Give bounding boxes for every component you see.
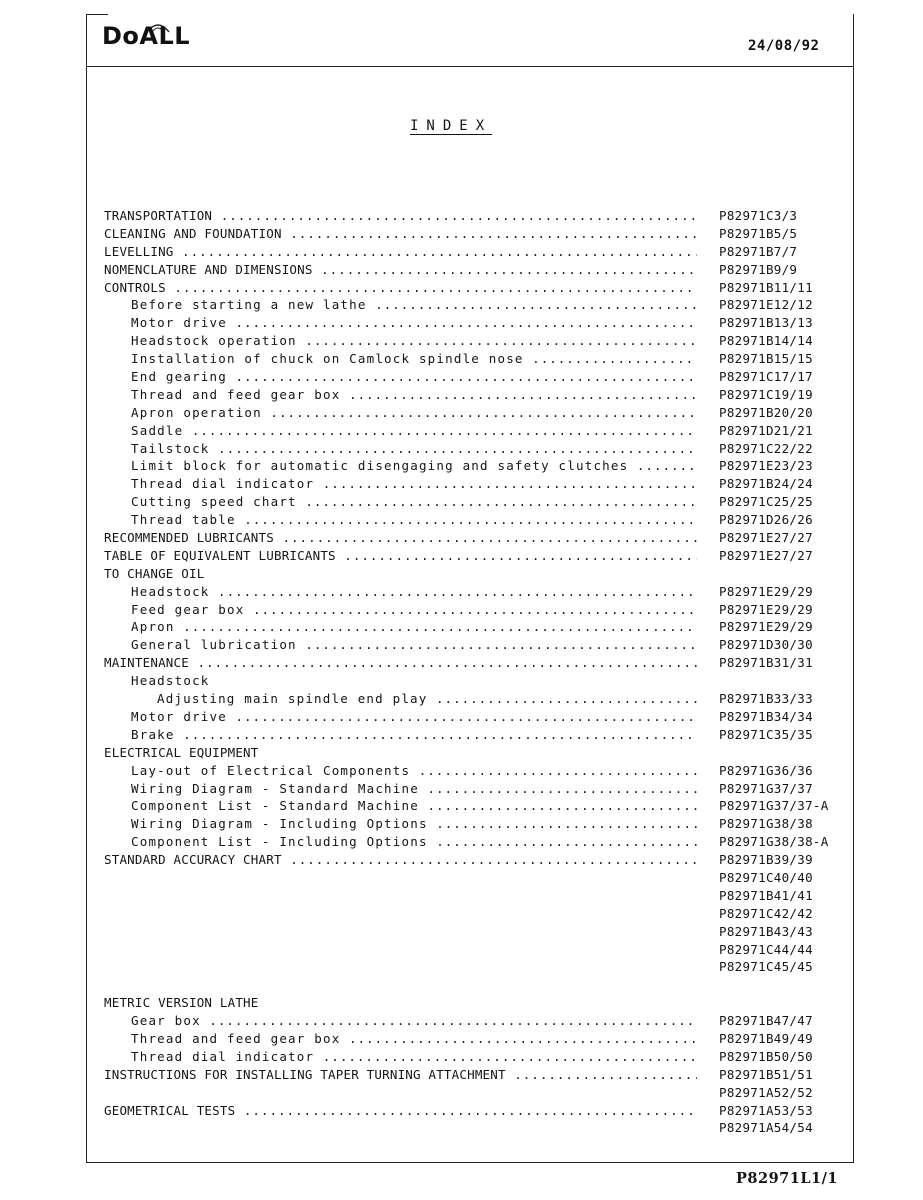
toc-entry-page: P82971G38/38	[719, 816, 813, 832]
toc-entry-page: P82971G37/37	[719, 780, 813, 796]
toc-entry-title: Component List - Standard Machine .....	[131, 797, 697, 815]
toc-row	[0, 1030, 923, 1048]
toc-entry-page: P82971C22/22	[719, 440, 813, 456]
toc-entry-page: P82971B33/33	[719, 691, 813, 707]
index-title: INDEX	[410, 118, 493, 134]
toc-entry-page: P82971E27/27	[719, 547, 813, 563]
toc-entry-title: General lubrication .....	[131, 636, 697, 654]
toc-entry-page: P82971C17/17	[719, 369, 813, 385]
toc-row	[0, 905, 923, 923]
toc-entry-page: P82971C25/25	[719, 494, 813, 510]
toc-entry-page: P82971D21/21	[719, 422, 813, 438]
toc-entry-page: P82971B11/11	[719, 279, 813, 295]
toc-entry-title: Thread and feed gear box .....	[131, 386, 697, 404]
toc-entry-title: MAINTENANCE .....	[104, 654, 697, 672]
toc-entry-title: Thread table .....	[131, 511, 697, 529]
toc-entry-page: P82971B14/14	[719, 333, 813, 349]
toc-entry-title: ELECTRICAL EQUIPMENT	[104, 744, 259, 760]
toc-row	[0, 690, 923, 708]
toc-row	[0, 583, 923, 601]
toc-row	[0, 672, 923, 690]
toc-entry-title: Brake .....	[131, 726, 697, 744]
toc-entry-title: Thread dial indicator .....	[131, 475, 697, 493]
toc-entry-title: Headstock .....	[131, 583, 697, 601]
toc-entry-page: P82971C3/3	[719, 208, 798, 223]
toc-entry-page: P82971A52/52	[719, 1084, 813, 1100]
toc-entry-title: Headstock	[131, 673, 210, 689]
doall-logo: DoALL	[102, 22, 191, 50]
toc-entry-page: P82971B5/5	[719, 225, 798, 241]
toc-entry-page: P82971G37/37-A	[719, 798, 829, 814]
toc-row	[0, 386, 923, 404]
toc-entry-title: Gear box .....	[131, 1012, 697, 1030]
toc-row	[0, 207, 923, 225]
toc-row	[0, 762, 923, 780]
toc-row	[0, 279, 923, 297]
toc-row	[0, 780, 923, 798]
toc-entry-page: P82971B7/7	[719, 243, 798, 259]
toc-row	[0, 851, 923, 869]
toc-entry-page: P82971E29/29	[719, 601, 813, 617]
toc-row	[0, 958, 923, 976]
toc-entry-page: P82971G36/36	[719, 762, 813, 778]
toc-entry-title: RECOMMENDED LUBRICANTS .....	[104, 529, 697, 547]
header-rule	[86, 66, 854, 67]
toc-row	[0, 225, 923, 243]
toc-row	[0, 511, 923, 529]
toc-row	[0, 601, 923, 619]
toc-entry-title: Adjusting main spindle end play .....	[157, 690, 697, 708]
toc-entry-title: Motor drive .....	[131, 708, 697, 726]
toc-entry-title: Lay-out of Electrical Components .....	[131, 762, 697, 780]
toc-entry-page: P82971C40/40	[719, 869, 813, 885]
toc-entry-page: P82971E27/27	[719, 530, 813, 546]
toc-entry-page: P82971B20/20	[719, 404, 813, 420]
toc-entry-title: Component List - Including Options .....	[131, 833, 697, 851]
toc-entry-page: P82971B15/15	[719, 351, 813, 367]
toc-entry-title: TABLE OF EQUIVALENT LUBRICANTS .....	[104, 547, 697, 565]
toc-entry-page: P82971E12/12	[719, 297, 813, 313]
toc-entry-page: P82971B49/49	[719, 1030, 813, 1046]
toc-entry-page: P82971C45/45	[719, 959, 813, 975]
toc-entry-title: CONTROLS .....	[104, 279, 697, 297]
toc-entry-title: STANDARD ACCURACY CHART .....	[104, 851, 697, 869]
toc-row	[0, 457, 923, 475]
toc-row	[0, 744, 923, 762]
toc-entry-page: P82971E29/29	[719, 619, 813, 635]
toc-row	[0, 708, 923, 726]
toc-entry-page: P82971C42/42	[719, 905, 813, 921]
toc-entry-page: P82971D30/30	[719, 637, 813, 653]
toc-row	[0, 243, 923, 261]
toc-entry-title: TO CHANGE OIL	[104, 565, 205, 581]
toc-entry-title: Feed gear box .....	[131, 601, 697, 619]
toc-entry-title: Thread dial indicator .....	[131, 1048, 697, 1066]
toc-entry-title: GEOMETRICAL TESTS .....	[104, 1102, 697, 1120]
toc-row	[0, 296, 923, 314]
toc-entry-page: P82971E29/29	[719, 583, 813, 599]
toc-row	[0, 923, 923, 941]
toc-entry-page: P82971C19/19	[719, 386, 813, 402]
toc-entry-title: INSTRUCTIONS FOR INSTALLING TAPER TURNING ATTACHMENT .....	[104, 1066, 697, 1084]
toc-entry-title: Thread and feed gear box .....	[131, 1030, 697, 1048]
toc-row	[0, 261, 923, 279]
toc-row	[0, 1119, 923, 1137]
toc-row	[0, 869, 923, 887]
toc-entry-title: TRANSPORTATION .....	[104, 207, 697, 225]
toc-entry-title: Tailstock .....	[131, 440, 697, 458]
toc-row	[0, 618, 923, 636]
toc-entry-page: P82971B41/41	[719, 887, 813, 903]
toc-entry-page: P82971B50/50	[719, 1048, 813, 1064]
toc-entry-page: P82971G38/38-A	[719, 834, 829, 850]
toc-row	[0, 1012, 923, 1030]
toc-row	[0, 1084, 923, 1102]
toc-entry-title: Installation of chuck on Camlock spindle nose .....	[131, 350, 697, 368]
toc-row	[0, 547, 923, 565]
toc-entry-title: Apron operation .....	[131, 404, 697, 422]
toc-entry-page: P82971B47/47	[719, 1013, 813, 1029]
toc-entry-page: P82971D26/26	[719, 512, 813, 528]
logo-tick	[86, 14, 108, 15]
toc-row	[0, 994, 923, 1012]
toc-row	[0, 941, 923, 959]
toc-entry-title: CLEANING AND FOUNDATION .....	[104, 225, 697, 243]
toc-row	[0, 493, 923, 511]
toc-row	[0, 422, 923, 440]
toc-row	[0, 350, 923, 368]
toc-entry-page: P82971A53/53	[719, 1102, 813, 1118]
header-date: 24/08/92	[748, 38, 820, 54]
toc-row	[0, 833, 923, 851]
toc-row	[0, 654, 923, 672]
toc-entry-title: Wiring Diagram - Standard Machine .....	[131, 780, 697, 798]
toc-entry-title: NOMENCLATURE AND DIMENSIONS .....	[104, 261, 697, 279]
toc-row	[0, 976, 923, 994]
toc-entry-page: P82971C44/44	[719, 941, 813, 957]
toc-entry-title: Limit block for automatic disengaging and safety clutches .....	[131, 457, 697, 475]
toc-entry-page: P82971C35/35	[719, 726, 813, 742]
toc-row	[0, 332, 923, 350]
toc-entry-page: P82971B43/43	[719, 923, 813, 939]
toc-entry-page: P82971B34/34	[719, 708, 813, 724]
toc-row	[0, 529, 923, 547]
toc-entry-page: P82971E23/23	[719, 458, 813, 474]
toc-row	[0, 726, 923, 744]
toc-row	[0, 1102, 923, 1120]
toc-entry-title: Apron .....	[131, 618, 697, 636]
toc-row	[0, 1048, 923, 1066]
footer-page-reference: P82971L1/1	[736, 1170, 839, 1187]
toc-entry-title: Saddle .....	[131, 422, 697, 440]
toc-entry-page: P82971B13/13	[719, 315, 813, 331]
toc-entry-page: P82971B39/39	[719, 852, 813, 868]
toc-entry-title: Before starting a new lathe .....	[131, 296, 697, 314]
toc-entry-page: P82971B9/9	[719, 261, 798, 277]
toc-row	[0, 636, 923, 654]
toc-entry-page: P82971B51/51	[719, 1066, 813, 1082]
toc-row	[0, 887, 923, 905]
toc-row	[0, 1066, 923, 1084]
toc-row	[0, 368, 923, 386]
toc-entry-title: Motor drive .....	[131, 314, 697, 332]
toc-entry-title: Cutting speed chart .....	[131, 493, 697, 511]
toc-entry-title: Headstock operation .....	[131, 332, 697, 350]
toc-entry-title: METRIC VERSION LATHE	[104, 995, 259, 1011]
toc-entry-title: LEVELLING .....	[104, 243, 697, 261]
table-of-contents	[0, 207, 923, 1137]
toc-row	[0, 440, 923, 458]
toc-entry-title: End gearing .....	[131, 368, 697, 386]
toc-row	[0, 565, 923, 583]
toc-entry-page: P82971B24/24	[719, 476, 813, 492]
toc-entry-title: Wiring Diagram - Including Options .....	[131, 815, 697, 833]
toc-row	[0, 475, 923, 493]
toc-row	[0, 314, 923, 332]
toc-row	[0, 797, 923, 815]
toc-entry-page: P82971B31/31	[719, 655, 813, 671]
toc-row	[0, 815, 923, 833]
toc-row	[0, 404, 923, 422]
toc-entry-page: P82971A54/54	[719, 1120, 813, 1136]
